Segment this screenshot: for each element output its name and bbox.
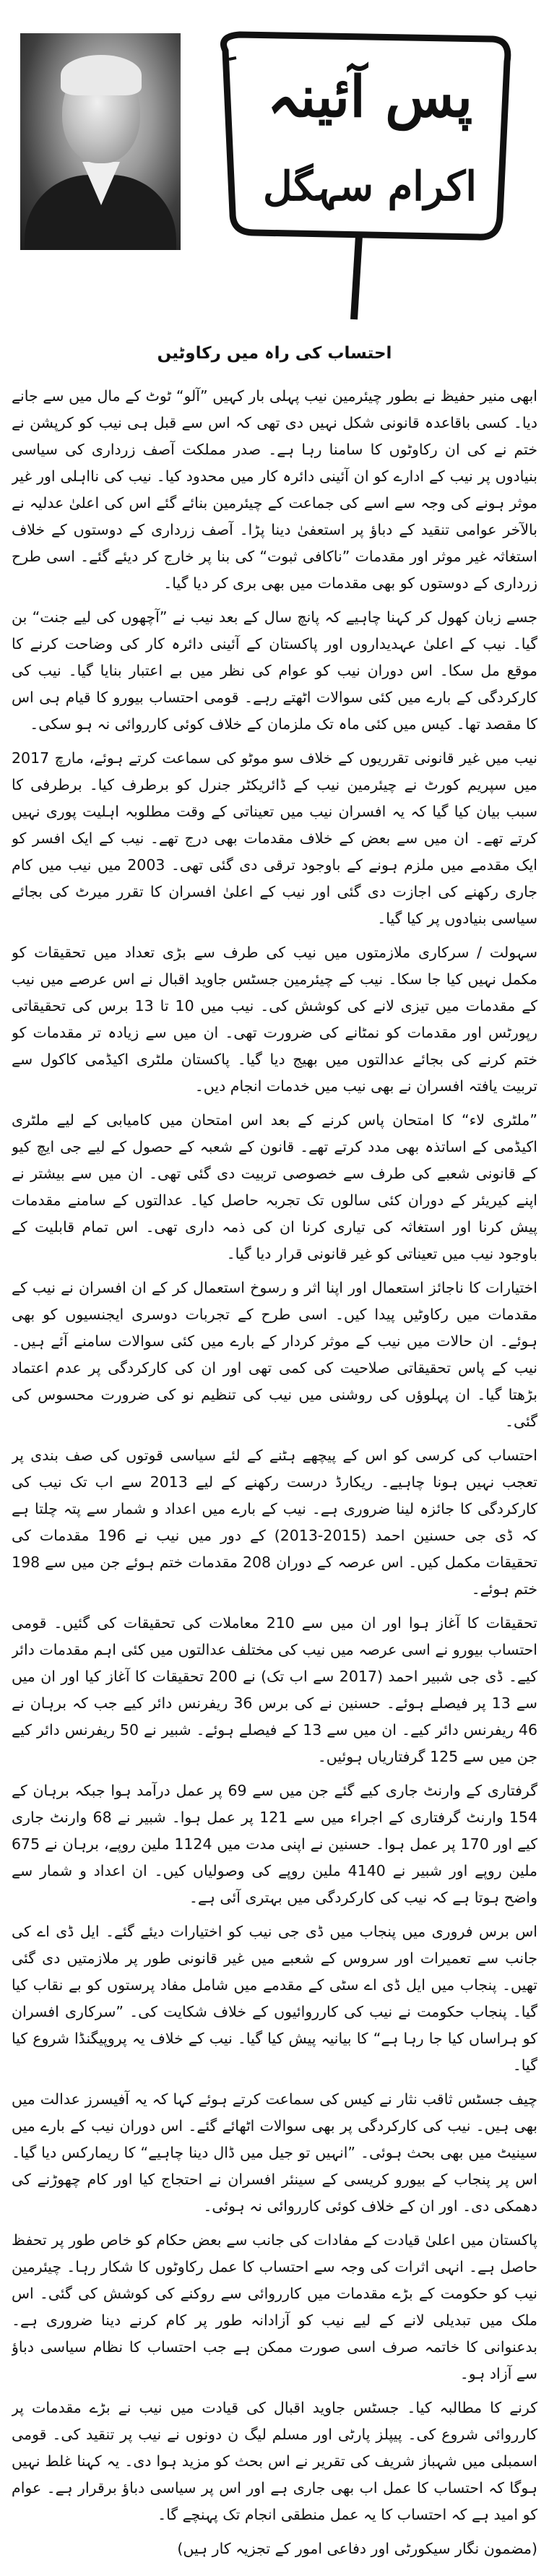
paragraph: سہولت / سرکاری ملازمتوں میں نیب کی طرف سے بڑی تعداد میں تحقیقات کو مکمل نہیں کیا جا سکا۔ نیب کے چیئرمین جسٹس جاوید اقبال نے اس عرصے میں نیب کے مقدمات میں تیزی لانے کی کوشش کی۔ نیب میں 10 تا 13 برس کی تحقیقاتی رپورٹس اور مقدمات کو نمٹانے کی ضرورت تھی۔ ان میں سے زیادہ تر مقدمات کو ختم کرنے کی بجائے عدالتوں میں بھیج دیا گیا۔ پاکستان ملٹری اکیڈمی کاکول سے تربیت یافتہ افسران نے بھی نیب میں خدمات انجام دیں۔	[12, 944, 537, 1095]
paragraph: پاکستان میں اعلیٰ قیادت کے مفادات کی جانب سے بعض حکام کو خاص طور پر تحفظ حاصل ہے۔ انہی اثرات کی وجہ سے احتساب کا عمل رکاوٹوں کا شکار رہا۔ چیئرمین نیب کو حکومت کے بڑے مقدمات میں کارروائی سے روکنے کی کوشش کی گئی۔ اس ملک میں تبدیلی لانے کے لیے نیب کو آزادانہ طور پر کام کرنے دینا ضروری ہے۔ بدعنوانی کا خاتمہ صرف اسی صورت ممکن ہے جب احتساب کا نظام سیاسی دباؤ سے آزاد ہو۔	[12, 2231, 537, 2382]
paragraph: کرنے کا مطالبہ کیا۔ جسٹس جاوید اقبال کی قیادت میں نیب نے بڑے مقدمات پر کارروائی شروع کی۔ پیپلز پارٹی اور مسلم لیگ ن دونوں نے نیب پر تنقید کی۔ قومی اسمبلی میں شہباز شریف کی تقریر نے اس بحث کو مزید ہوا دی۔ یہ کہنا غلط نہیں ہوگا کہ احتساب کا عمل اب بھی جاری ہے اور اس پر سیاسی دباؤ برقرار ہے۔ عوام کو امید ہے کہ احتساب کا یہ عمل منطقی انجام تک پہنچے گا۔	[12, 2399, 537, 2523]
paragraph: چیف جسٹس ثاقب نثار نے کیس کی سماعت کرتے ہوئے کہا کہ یہ آفیسرز عدالت میں بھی ہیں۔ نیب کی کارکردگی پر بھی سوالات اٹھائے گئے۔ اس دوران نیب کے بارے میں سینیٹ میں بھی بحث ہوئی۔ ”انہیں تو جیل میں ڈال دینا چاہیے“ کا ریمارکس دیا گیا۔ اس پر پنجاب کے بیورو کریسی کے سینئر افسران نے احتجاج کیا اور کام چھوڑنے کی دھمکی دی۔ اور ان کے خلاف کوئی کارروائی نہ ہوئی۔	[12, 2090, 537, 2215]
author-name: اکرام سہگل	[263, 163, 477, 210]
paragraph: گرفتاری کے وارنٹ جاری کیے گئے جن میں سے 69 پر عمل درآمد ہوا جبکہ برہان کے 154 وارنٹ گرفتاری کے اجراء میں سے 121 پر عمل ہوا۔ شبیر نے 68 وارنٹ جاری کیے اور 170 پر عمل ہوا۔ حسنین نے اپنی مدت میں 1124 ملین روپے، برہان نے 675 ملین روپے اور شبیر نے 4140 ملین روپے کی وصولیاں کیں۔ ان اعداد و شمار سے واضح ہوتا ہے کہ نیب کی کارکردگی میں بہتری آئی ہے۔	[12, 1782, 537, 1906]
paragraph: ”ملٹری لاء“ کا امتحان پاس کرنے کے بعد اس امتحان میں کامیابی کے لیے ملٹری اکیڈمی کے اساتذہ بھی مدد کرتے تھے۔ قانون کے شعبہ کے حصول کے لیے جی ایچ کیو کے قانونی شعبے کی طرف سے خصوصی تربیت دی گئی تھی۔ ان میں سے بیشتر نے اپنے کیریئر کے دوران کئی سالوں تک تجربہ حاصل کیا۔ عدالتوں کے سامنے مقدمات پیش کرنا اور استغاثہ کی تیاری کرنا ان کی ذمہ داری تھی۔ اس تمام قابلیت کے باوجود نیب میں تعیناتی کو غیر قانونی قرار دیا گیا۔	[12, 1111, 537, 1262]
paragraph: اختیارات کا ناجائز استعمال اور اپنا اثر و رسوخ استعمال کر کے ان افسران نے نیب کے مقدمات میں رکاوٹیں پیدا کیں۔ اسی طرح کے تجربات دوسری ایجنسیوں کو بھی ہوئے۔ ان حالات میں نیب کے موثر کردار کے بارے میں کئی سوالات سامنے آئے ہیں۔ نیب کے پاس تحقیقاتی صلاحیت کی کمی تھی اور ان کی کارکردگی پر عدم اعتماد بڑھتا گیا۔ ان پہلوؤں کی روشنی میں نیب کی تنظیم نو کی ضرورت محسوس کی گئی۔	[12, 1279, 537, 1430]
paragraph: جسے زبان کھول کر کہنا چاہیے کہ پانچ سال کے بعد نیب نے ”آچھوں کی لیے جنت“ بن گیا۔ نیب کے اعلیٰ عہدیداروں اور پاکستان کے آئینی دائرہ کار کی وضاحت کرنے کا موقع مل سکا۔ اس دوران نیب کو عوام کی نظر میں بے اعتبار بنایا گیا۔ نیب کی کارکردگی کے بارے میں کئی سوالات اٹھتے رہے۔ قومی احتساب بیورو کا قیام ہی اس کا مقصد تھا۔ کیس میں کئی ماہ تک ملزمان کے خلاف کوئی کارروائی نہ ہو سکی۔	[12, 608, 537, 733]
paragraph: ابھی منیر حفیظ نے بطور چیئرمین نیب پہلی بار کہیں ”آلو“ ٹوٹ کے مال میں سے جانے دیا۔ کسی باقاعدہ قانونی شکل نہیں دی تھی کہ اس سے قبل ہی نیب کو کرپشن نے ختم نے کی ان رکاوٹوں کا سامنا رہا ہے۔ صدر مملکت آصف زرداری کی سیاسی بنیادوں پر نیب کے ادارے کو ان آئینی دائرہ کار میں محدود کیا۔ نیب کی نااہلی اور غیر موثر ہونے کی وجہ سے اسے کی جماعت کے چیئرمین بنائے گئے اس کی اعلیٰ عدلیہ نے بالآخر عوامی تنقید کے دباؤ پر استعفیٰ دینا پڑا۔ آصف زرداری کے دوستوں کے خلاف استغاثہ غیر موثر اور مقدمات ”ناکافی ثبوت“ کی بنا پر خارج کر دیئے گئے۔ اسی طرح زرداری کے دوستوں کو بھی مقدمات میں بھی بری کر دیا گیا۔	[12, 387, 537, 592]
column-sign	[204, 22, 522, 325]
column-header	[0, 0, 549, 340]
author-photo	[20, 33, 181, 250]
author-note: (مضمون نگار سیکورٹی اور دفاعی امور کے تجزیہ کار ہیں)	[177, 2540, 537, 2557]
article-body	[12, 383, 537, 2558]
column-name: پس آئینہ	[267, 64, 473, 130]
paragraph: تحقیقات کا آغاز ہوا اور ان میں سے 210 معاملات کی تحقیقات کی گئیں۔ قومی احتساب بیورو نے اسی عرصہ میں نیب کی مختلف عدالتوں میں کئی اہم مقدمات دائر کیے۔ ڈی جی شبیر احمد (2017 سے اب تک) نے 200 تحقیقات کا آغاز کیا اور ان میں سے 13 پر فیصلے ہوئے۔ حسنین نے کی برس 36 ریفرنس دائر کیے جب کہ برہان نے 46 ریفرنس دائر کیے۔ ان میں سے 13 کے فیصلے ہوئے۔ شبیر نے 50 ریفرنس دائر کیے جن میں سے 125 گرفتاریاں ہوئیں۔	[12, 1614, 537, 1765]
paragraph: نیب میں غیر قانونی تقرریوں کے خلاف سو موٹو کی سماعت کرتے ہوئے، مارچ 2017 میں سپریم کورٹ نے چیئرمین نیب کے ڈائریکٹر جنرل کو برطرف کیا۔ برطرفی کا سبب بیان کیا گیا کہ یہ افسران نیب میں تعیناتی کے وقت مطلوبہ اہلیت پوری نہیں کرتے تھے۔ ان میں سے بعض کے خلاف مقدمات بھی درج تھے۔ نیب کے ایک افسر کو ایک مقدمے میں ملزم ہونے کے باوجود ترقی دی گئی تھی۔ 2003 میں نیب میں کام جاری رکھنے کی اجازت دی گئی اور نیب کے اعلیٰ افسران کا تقرر میرٹ کی بجائے سیاسی بنیادوں پر کیا گیا۔	[12, 749, 537, 927]
paragraph: اس برس فروری میں پنجاب میں ڈی جی نیب کو اختیارات دیئے گئے۔ ایل ڈی اے کی جانب سے تعمیرات اور سروس کے شعبے میں غیر قانونی طور پر ملازمتیں دی گئی تھیں۔ پنجاب میں ایل ڈی اے سٹی کے مقدمے میں شامل مفاد پرستوں کو بے نقاب کیا گیا۔ پنجاب حکومت نے نیب کی کارروائیوں کے خلاف شکایت کی۔ ”سرکاری افسران کو ہراساں کیا جا رہا ہے“ کا بیانیہ پیش کیا گیا۔ نیب کے خلاف یہ پروپیگنڈا شروع کیا گیا۔	[12, 1923, 537, 2074]
photo-hair	[61, 55, 142, 95]
article-title: احتساب کی راہ میں رکاوٹیں	[157, 344, 392, 363]
paragraph: احتساب کی کرسی کو اس کے پیچھے ہٹنے کے لئے سیاسی قوتوں کی صف بندی پر تعجب نہیں ہونا چاہیے۔ ریکارڈ درست رکھنے کے لیے 2013 سے اب تک نیب کی کارکردگی کا جائزہ لینا ضروری ہے۔ نیب کے بارے میں اعداد و شمار سے پتہ چلتا ہے کہ ڈی جی حسنین احمد (2015-2013) کے دور میں نیب نے 196 مقدمات کی تحقیقات مکمل کیں۔ اس عرصہ کے دوران 208 مقدمات ختم ہوئے جن میں سے 198 ختم ہوئے۔	[12, 1447, 537, 1598]
